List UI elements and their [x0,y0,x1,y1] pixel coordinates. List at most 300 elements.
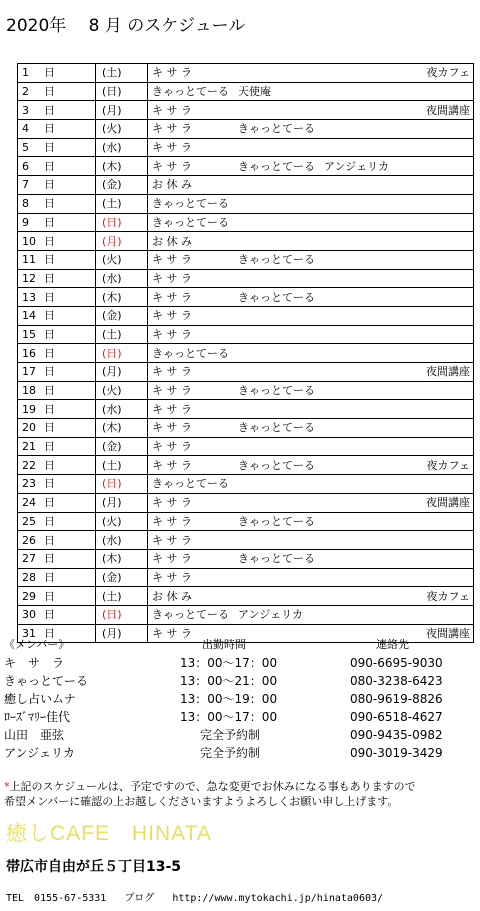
day-number: 12 [22,271,36,285]
activity-2: きゃっとてーる [238,290,315,304]
activity-cell [148,250,474,269]
activity-cell [148,419,474,438]
activity-2: きゃっとてーる [238,421,315,435]
activity-1: キ サ ラ [152,440,192,454]
blog-label: ブログ [124,893,155,904]
weekday: (金) [102,440,122,454]
day-number: 11 [22,253,36,267]
weekday-cell [96,306,148,325]
time-heading: 出勤時間 [202,638,246,651]
weekday-cell [96,101,148,120]
weekday: (木) [102,290,122,304]
day-cell [18,250,96,269]
day-cell [18,605,96,624]
weekday-cell [96,157,148,176]
weekday-cell [96,288,148,307]
member-row [4,672,474,690]
day-unit: 日 [44,271,55,285]
schedule-row [18,549,474,568]
day-cell [18,512,96,531]
schedule-row [18,512,474,531]
weekday-cell [96,475,148,494]
member-row [4,654,474,672]
schedule-row [18,82,474,101]
activity-1: キ サ ラ [152,496,192,510]
day-unit: 日 [44,570,55,584]
activity-cell [148,176,474,195]
weekday: (土) [102,589,122,603]
weekday-cell [96,605,148,624]
day-unit: 日 [44,384,55,398]
activity-cell [148,475,474,494]
schedule-row [18,64,474,83]
weekday-cell [96,549,148,568]
day-unit: 日 [44,514,55,528]
day-unit: 日 [44,178,55,192]
activity-cell [148,587,474,606]
day-cell [18,587,96,606]
weekday-cell [96,344,148,363]
weekday-cell [96,269,148,288]
activity-cell [148,549,474,568]
schedule-row [18,194,474,213]
activity-cell [148,64,474,83]
member-name: きゃっとてーる [4,674,89,688]
schedule-row [18,456,474,475]
weekday: (金) [102,178,122,192]
weekday: (水) [102,533,122,547]
member-name: キ サ ラ [4,656,65,670]
member-hours: 13：00〜19：00 [180,692,278,706]
schedule-row [18,138,474,157]
day-cell [18,475,96,494]
notice-line1: 上記のスケジュールは、予定ですので、急な変更でお休みになる事もありますので [9,780,416,793]
schedule-row [18,493,474,512]
evening-event: 夜間講座 [426,626,470,640]
weekday-cell [96,568,148,587]
day-unit: 日 [44,215,55,229]
member-hours: 完全予約制 [200,728,261,742]
day-number: 17 [22,365,36,379]
member-hours: 13：00〜21：00 [180,674,278,688]
day-cell [18,568,96,587]
weekday-cell [96,493,148,512]
day-unit: 日 [44,141,55,155]
activity-3: アンジェリカ [324,159,389,173]
weekday: (木) [102,159,122,173]
day-number: 10 [22,234,36,248]
page-title: 2020年 8 月 のスケジュール [6,16,246,36]
activity-1: キ サ ラ [152,533,192,547]
activity-1: キ サ ラ [152,290,192,304]
evening-event: 夜カフェ [426,458,470,472]
notice-line2: 希望メンバーに確認の上お越しくださいますようよろしくお願い申し上げます。 [4,795,399,808]
schedule-row [18,587,474,606]
day-number: 15 [22,327,36,341]
activity-cell [148,400,474,419]
member-phone: 090-3019-3429 [350,746,443,760]
evening-event: 夜間講座 [426,496,470,510]
schedule-row [18,306,474,325]
activity-cell [148,605,474,624]
day-cell [18,120,96,139]
evening-event: 夜カフェ [426,589,470,603]
day-number: 24 [22,496,36,510]
day-number: 4 [22,122,29,136]
activity-cell [148,306,474,325]
day-cell [18,269,96,288]
activity-1: キ サ ラ [152,514,192,528]
day-cell [18,400,96,419]
schedule-row [18,269,474,288]
day-cell [18,213,96,232]
activity-1: きゃっとてーる [152,215,229,229]
member-name: アンジェリカ [4,746,75,760]
day-number: 29 [22,589,36,603]
day-cell [18,325,96,344]
day-unit: 日 [44,626,55,640]
schedule-row [18,176,474,195]
weekday: (火) [102,122,122,136]
members-header [4,636,474,654]
day-number: 6 [22,159,29,173]
day-number: 31 [22,626,36,640]
member-hours: 13：00〜17：00 [180,710,278,724]
day-number: 8 [22,197,29,211]
weekday: (土) [102,458,122,472]
cafe-name: 癒しCAFE HINATA [6,822,212,845]
day-cell [18,456,96,475]
day-number: 20 [22,421,36,435]
weekday-cell [96,120,148,139]
day-number: 18 [22,384,36,398]
day-unit: 日 [44,122,55,136]
weekday-cell [96,437,148,456]
activity-cell [148,531,474,550]
evening-event: 夜間講座 [426,103,470,117]
day-cell [18,101,96,120]
weekday: (月) [102,103,122,117]
weekday-cell [96,194,148,213]
day-number: 3 [22,103,29,117]
schedule-row [18,475,474,494]
schedule-row [18,400,474,419]
day-unit: 日 [44,365,55,379]
member-phone: 090-9435-0982 [350,728,443,742]
day-cell [18,437,96,456]
member-row [4,726,474,744]
member-hours: 完全予約制 [200,746,261,760]
activity-1: きゃっとてーる [152,608,229,622]
schedule-table [17,63,474,643]
day-cell [18,64,96,83]
weekday-cell [96,82,148,101]
member-name: 山田 亜弦 [4,728,65,742]
activity-1: お 休 み [152,178,192,192]
activity-cell [148,493,474,512]
day-unit: 日 [44,309,55,323]
address: 帯広市自由が丘５丁目13-5 [6,859,182,875]
activity-2: きゃっとてーる [238,159,315,173]
activity-cell [148,120,474,139]
weekday-cell [96,250,148,269]
day-unit: 日 [44,440,55,454]
activity-cell [148,157,474,176]
activity-1: きゃっとてーる [152,85,229,99]
member-phone: 080-9619-8826 [350,692,443,706]
activity-1: キ サ ラ [152,384,192,398]
weekday: (水) [102,271,122,285]
day-unit: 日 [44,290,55,304]
day-cell [18,419,96,438]
member-hours: 13：00〜17：00 [180,656,278,670]
weekday-cell [96,213,148,232]
weekday: (水) [102,402,122,416]
activity-2: きゃっとてーる [238,514,315,528]
weekday: (日) [102,477,122,491]
schedule-row [18,344,474,363]
activity-cell [148,82,474,101]
day-number: 22 [22,458,36,472]
day-unit: 日 [44,589,55,603]
weekday-cell [96,138,148,157]
schedule-row [18,437,474,456]
day-unit: 日 [44,234,55,248]
day-unit: 日 [44,327,55,341]
activity-2: きゃっとてーる [238,458,315,472]
member-phone: 090-6695-9030 [350,656,443,670]
day-unit: 日 [44,458,55,472]
member-phone: 090-6518-4627 [350,710,443,724]
activity-cell [148,381,474,400]
activity-2: きゃっとてーる [238,122,315,136]
day-cell [18,288,96,307]
day-number: 21 [22,440,36,454]
day-cell [18,549,96,568]
day-cell [18,344,96,363]
member-row [4,690,474,708]
activity-1: キ サ ラ [152,402,192,416]
activity-cell [148,456,474,475]
weekday: (土) [102,197,122,211]
contact-line [6,889,401,904]
activity-1: きゃっとてーる [152,346,229,360]
activity-1: キ サ ラ [152,365,192,379]
weekday: (火) [102,253,122,267]
weekday: (日) [102,215,122,229]
activity-1: キ サ ラ [152,103,192,117]
day-number: 2 [22,85,29,99]
phone-number: TEL 0155-67-5331 [6,893,107,904]
day-cell [18,531,96,550]
day-cell [18,176,96,195]
day-number: 14 [22,309,36,323]
activity-cell [148,269,474,288]
notice [4,779,476,809]
day-unit: 日 [44,346,55,360]
day-unit: 日 [44,421,55,435]
day-cell [18,493,96,512]
schedule-row [18,568,474,587]
members-heading: 《メンバー》 [4,638,70,651]
activity-1: キ サ ラ [152,66,192,80]
notice-star: * [4,780,10,793]
weekday: (月) [102,365,122,379]
day-unit: 日 [44,477,55,491]
member-row [4,744,474,762]
members-section [4,636,474,762]
activity-1: キ サ ラ [152,159,192,173]
activity-cell [148,101,474,120]
weekday: (木) [102,421,122,435]
weekday-cell [96,587,148,606]
day-unit: 日 [44,496,55,510]
day-number: 23 [22,477,36,491]
schedule-row [18,325,474,344]
day-unit: 日 [44,85,55,99]
schedule-row [18,120,474,139]
weekday: (水) [102,141,122,155]
activity-1: キ サ ラ [152,141,192,155]
weekday: (火) [102,514,122,528]
activity-cell [148,437,474,456]
activity-cell [148,568,474,587]
member-name: ﾛｰｽﾞﾏﾘｰ佳代 [4,710,71,724]
weekday-cell [96,419,148,438]
evening-event: 夜カフェ [426,66,470,80]
day-number: 26 [22,533,36,547]
activity-1: お 休 み [152,589,192,603]
day-unit: 日 [44,608,55,622]
day-cell [18,194,96,213]
activity-cell [148,512,474,531]
day-number: 27 [22,552,36,566]
weekday: (月) [102,496,122,510]
activity-1: キ サ ラ [152,253,192,267]
day-number: 5 [22,141,29,155]
day-unit: 日 [44,103,55,117]
weekday-cell [96,456,148,475]
activity-1: お 休 み [152,234,192,248]
activity-1: きゃっとてーる [152,477,229,491]
day-number: 13 [22,290,36,304]
activity-1: キ サ ラ [152,327,192,341]
schedule-row [18,213,474,232]
activity-cell [148,194,474,213]
day-number: 19 [22,402,36,416]
schedule-row [18,288,474,307]
schedule-row [18,232,474,251]
weekday-cell [96,531,148,550]
member-phone: 080-3238-6423 [350,674,443,688]
activity-2: きゃっとてーる [238,552,315,566]
day-number: 7 [22,178,29,192]
activity-cell [148,232,474,251]
activity-cell [148,213,474,232]
member-name: 癒し占いムナ [4,692,76,706]
activity-2: きゃっとてーる [238,253,315,267]
schedule-row [18,605,474,624]
day-number: 16 [22,346,36,360]
schedule-row [18,250,474,269]
weekday: (木) [102,552,122,566]
day-unit: 日 [44,197,55,211]
activity-1: キ サ ラ [152,570,192,584]
weekday-cell [96,325,148,344]
day-cell [18,381,96,400]
weekday: (土) [102,66,122,80]
day-cell [18,232,96,251]
activity-1: キ サ ラ [152,421,192,435]
weekday-cell [96,400,148,419]
weekday: (金) [102,570,122,584]
contact-heading: 連絡先 [376,638,409,651]
activity-1: キ サ ラ [152,122,192,136]
weekday-cell [96,363,148,382]
weekday-cell [96,64,148,83]
member-row [4,708,474,726]
activity-cell [148,344,474,363]
weekday-cell [96,381,148,400]
day-cell [18,157,96,176]
day-number: 9 [22,215,29,229]
activity-2: きゃっとてーる [238,384,315,398]
day-unit: 日 [44,66,55,80]
evening-event: 夜間講座 [426,365,470,379]
day-unit: 日 [44,159,55,173]
activity-1: キ サ ラ [152,458,192,472]
activity-1: キ サ ラ [152,626,192,640]
activity-2: アンジェリカ [238,608,303,622]
activity-1: キ サ ラ [152,552,192,566]
day-number: 30 [22,608,36,622]
day-unit: 日 [44,552,55,566]
day-number: 1 [22,66,29,80]
weekday: (土) [102,327,122,341]
blog-link[interactable]: http://www.mytokachi.jp/hinata0603/ [172,893,384,904]
activity-cell [148,325,474,344]
day-cell [18,82,96,101]
activity-2: 天使庵 [238,85,271,99]
day-cell [18,306,96,325]
schedule-row [18,363,474,382]
schedule-row [18,101,474,120]
weekday: (日) [102,608,122,622]
schedule-row [18,381,474,400]
day-cell [18,138,96,157]
activity-1: きゃっとてーる [152,197,229,211]
schedule-row [18,419,474,438]
schedule-row [18,157,474,176]
weekday: (金) [102,309,122,323]
activity-1: キ サ ラ [152,309,192,323]
day-unit: 日 [44,253,55,267]
schedule-row [18,531,474,550]
weekday: (日) [102,346,122,360]
activity-cell [148,363,474,382]
weekday: (火) [102,384,122,398]
day-number: 28 [22,570,36,584]
day-unit: 日 [44,402,55,416]
day-cell [18,363,96,382]
weekday: (月) [102,234,122,248]
weekday-cell [96,232,148,251]
activity-cell [148,288,474,307]
weekday-cell [96,512,148,531]
activity-cell [148,138,474,157]
weekday-cell [96,176,148,195]
day-number: 25 [22,514,36,528]
